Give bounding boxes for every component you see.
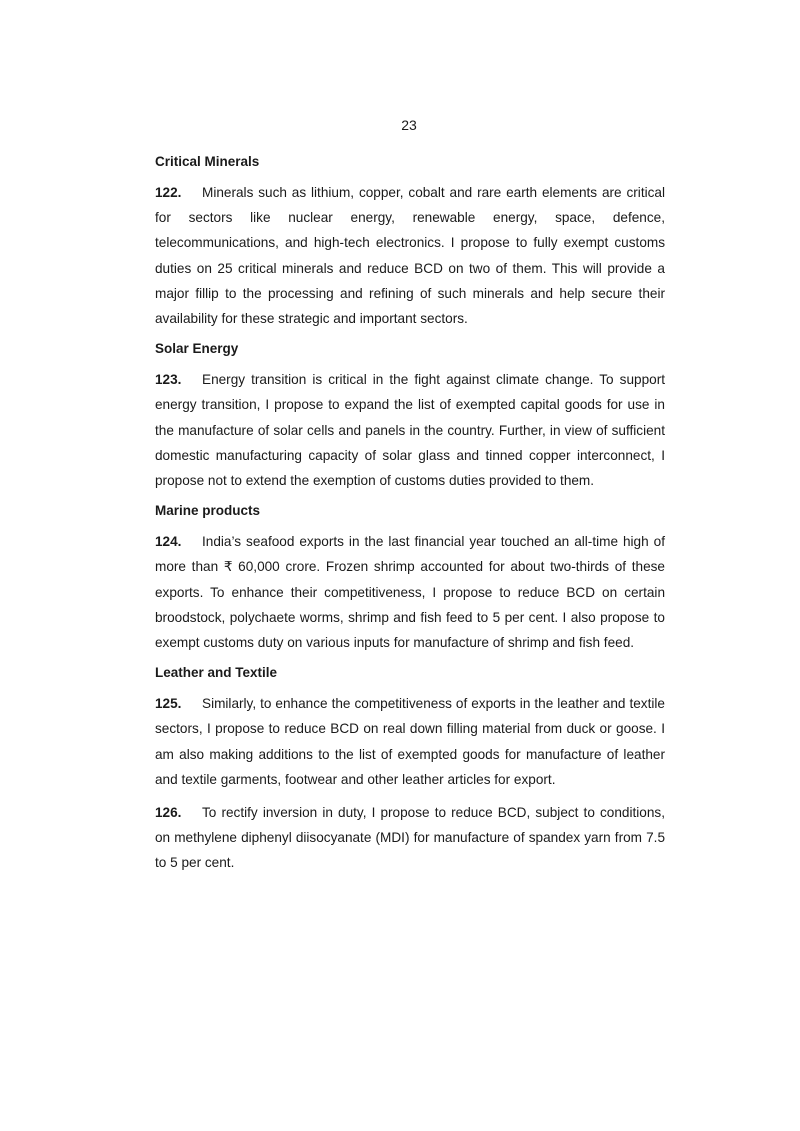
paragraph-123	[155, 367, 665, 493]
section-heading-critical-minerals: Critical Minerals	[155, 154, 260, 169]
section-heading-marine-products: Marine products	[155, 503, 261, 519]
paragraph-125	[155, 691, 665, 792]
paragraph-number: 126.	[155, 805, 182, 821]
paragraph-text: Energy transition is critical in the fight against climate change. To support energy transition, I propose to expand the list of exempted capital goods for use in the manufacture of solar cells and panels in the country. Further, in view of sufficient domestic manufacturing capacity of solar glass and tinned copper interconnect, I propose not to extend the exemption of customs duties provided to them.	[155, 372, 665, 489]
paragraph-number: 122.	[155, 185, 182, 200]
paragraph-number: 125.	[155, 696, 182, 712]
paragraph-126	[155, 800, 665, 876]
paragraph-124	[155, 529, 665, 655]
paragraph-number: 124.	[155, 534, 182, 550]
section-heading-solar-energy: Solar Energy	[155, 341, 239, 357]
page-number: 23	[401, 117, 417, 133]
paragraph-text: To rectify inversion in duty, I propose to reduce BCD, subject to conditions, on methylene diphenyl diisocyanate (MDI) for manufacture of spandex yarn from 7.5 to 5 per cent.	[155, 805, 665, 871]
document-body	[155, 152, 665, 884]
section-heading-leather-textile: Leather and Textile	[155, 665, 278, 681]
paragraph-number: 123.	[155, 372, 182, 388]
paragraph-text: Minerals such as lithium, copper, cobalt and rare earth elements are critical for sectors like nuclear energy, renewable energy, space, defence, telecommunications, and high-tech electronics. I propose to fully exempt customs duties on 25 critical minerals and reduce BCD on two of them. This will provide a major fillip to the processing and refining of such minerals and help secure their availability for these strategic and important sectors.	[155, 185, 665, 327]
paragraph-text: Similarly, to enhance the competitiveness of exports in the leather and textile sectors, I propose to reduce BCD on real down filling material from duck or goose. I am also making additions to the list of exempted goods for manufacture of leather and textile garments, footwear and other leather articles for export.	[155, 696, 665, 787]
paragraph-122	[155, 180, 665, 331]
paragraph-text: India’s seafood exports in the last financial year touched an all-time high of more than ₹ 60,000 crore. Frozen shrimp accounted for about two-thirds of these exports. To enhance their competitiveness, I propose to reduce BCD on certain broodstock, polychaete worms, shrimp and fish feed to 5 per cent. I also propose to exempt customs duty on various inputs for manufacture of shrimp and fish feed.	[155, 534, 665, 651]
